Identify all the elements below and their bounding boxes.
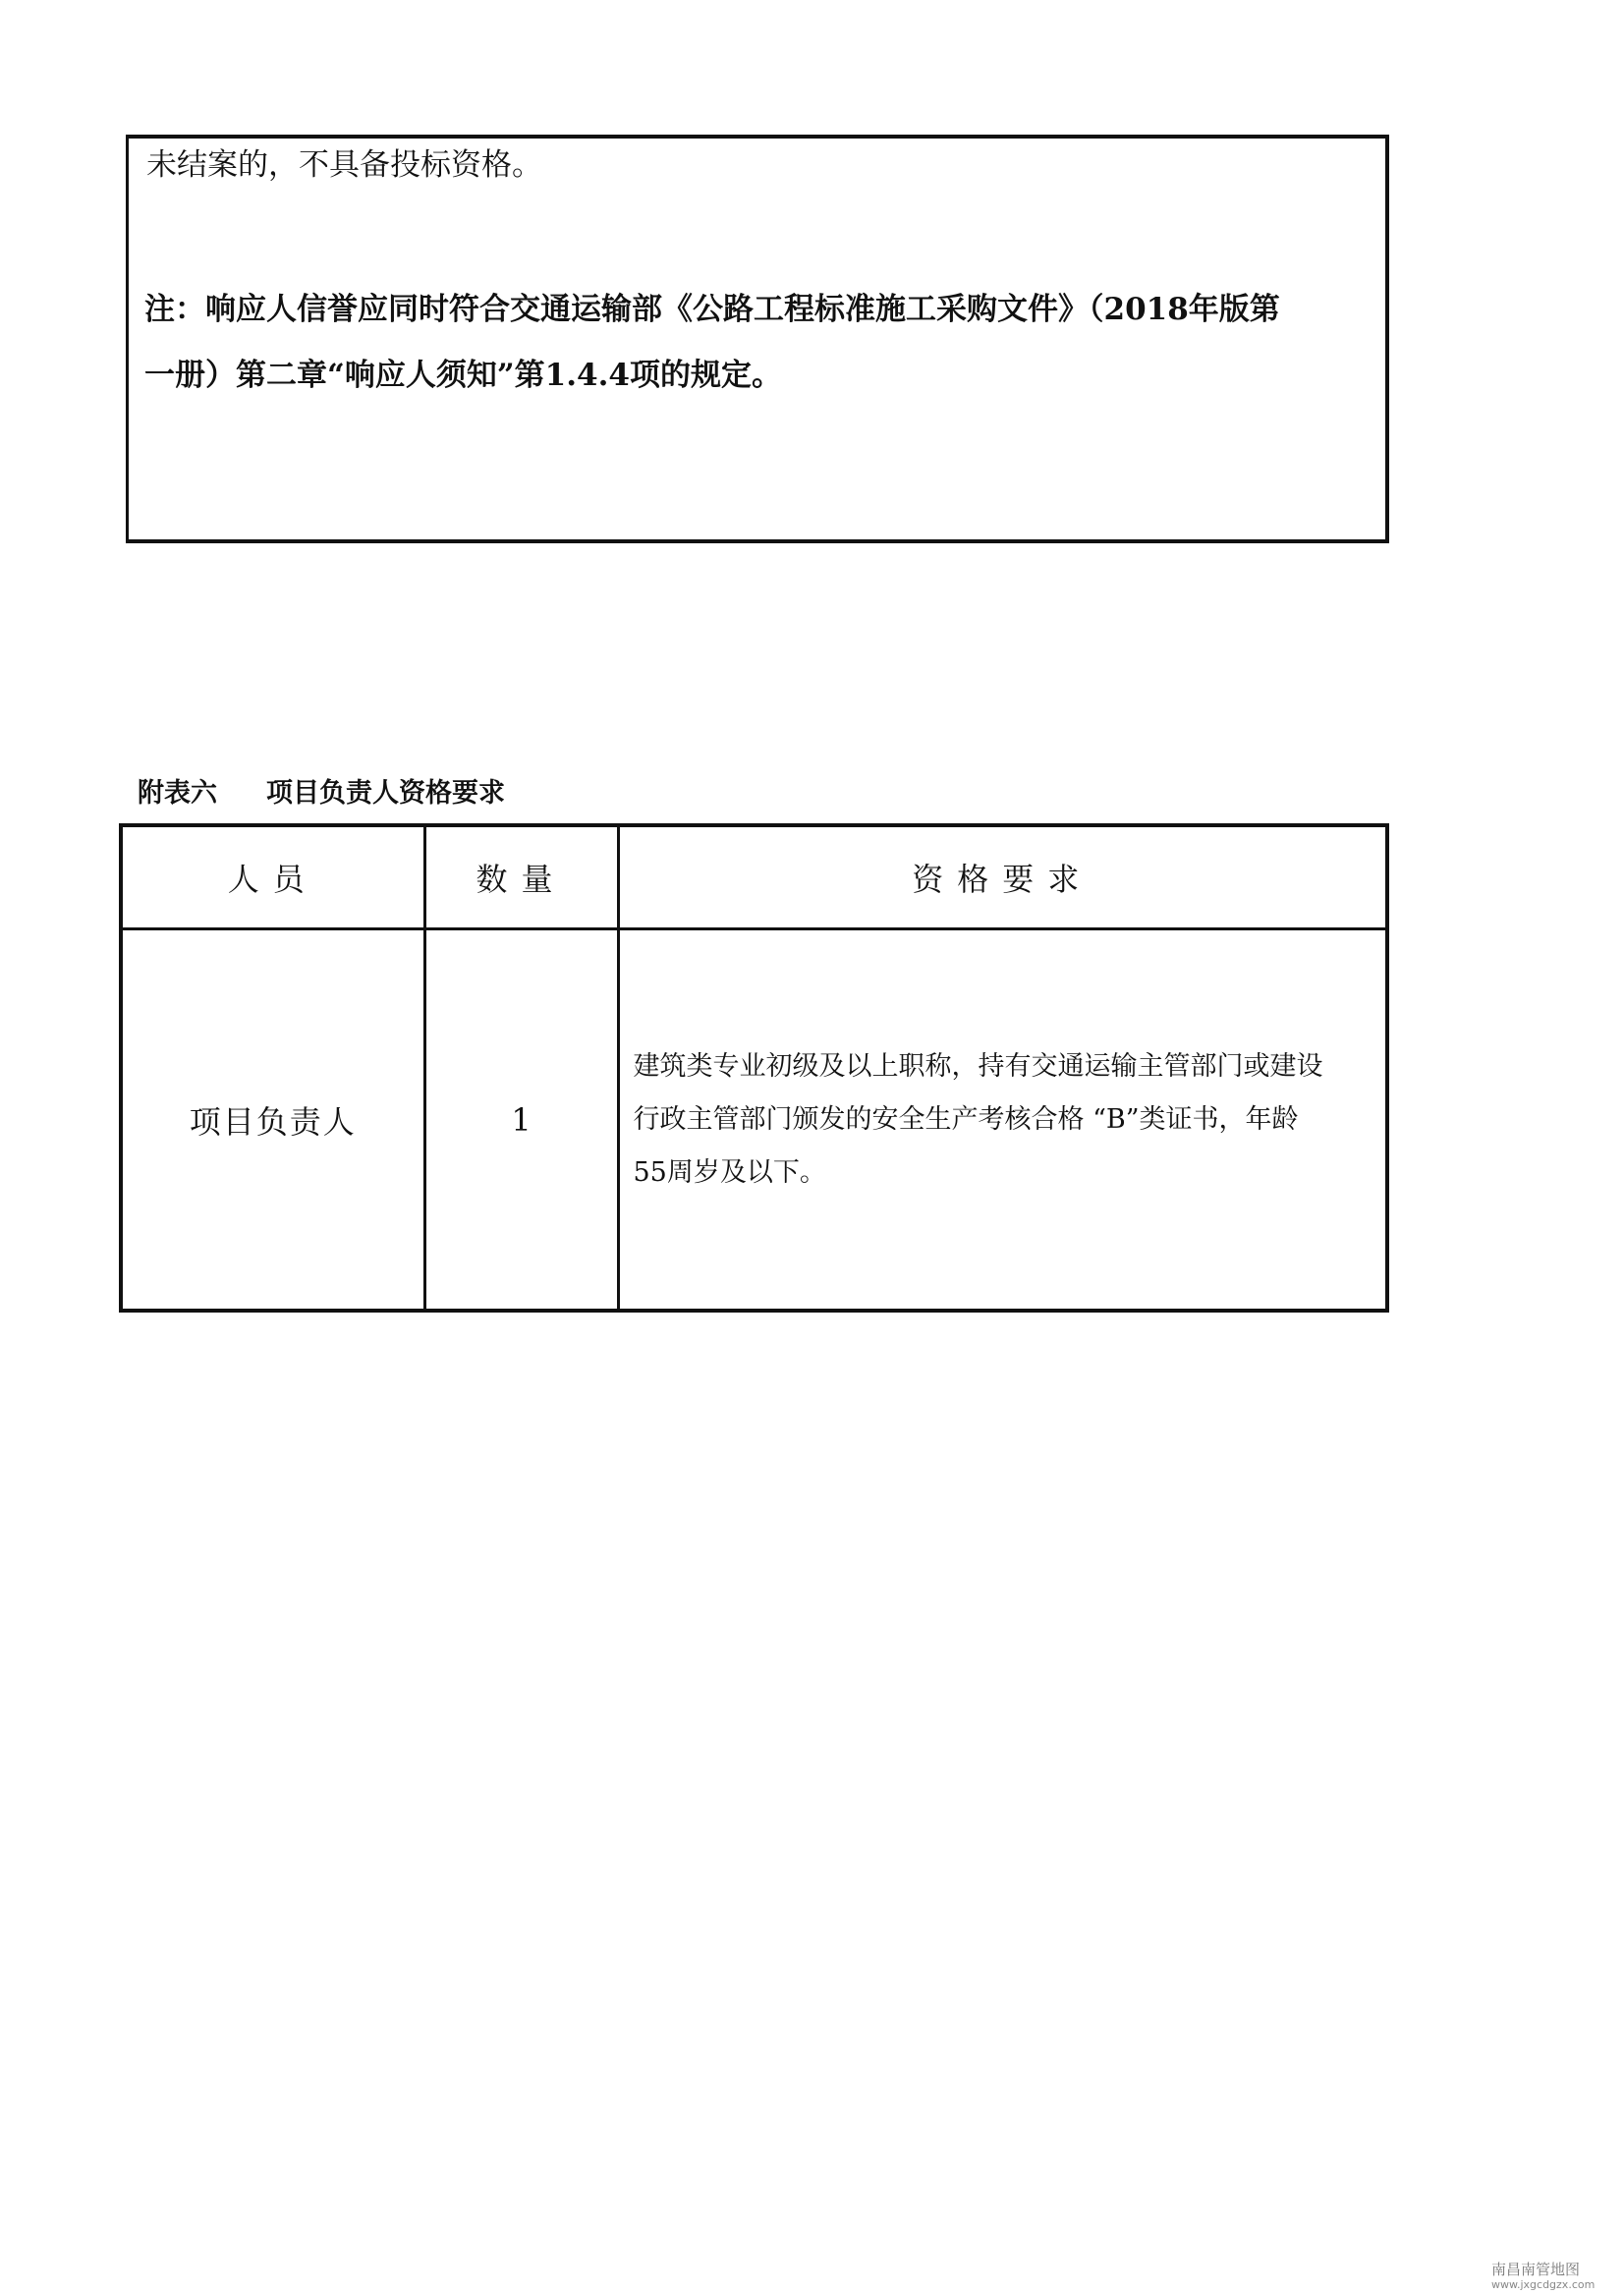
credit-note: [144, 277, 1372, 409]
note-box: [126, 135, 1389, 543]
continuation-text: 未结案的，不具备投标资格。: [146, 147, 542, 183]
cell-quantity: 1: [424, 929, 618, 1312]
caption-title: 项目负责人资格要求: [266, 778, 505, 809]
watermark-text: 南昌南管地图: [1491, 2261, 1581, 2278]
requirements-table: [119, 823, 1389, 1313]
header-personnel: 人员: [121, 825, 424, 929]
credit-note-line-1: 注：响应人信誉应同时符合交通运输部《公路工程标准施工采购文件》（2018年版第: [144, 292, 1280, 327]
table-header-row: [121, 825, 1387, 929]
caption-label: 附表六: [138, 778, 217, 809]
table-caption: [138, 774, 505, 813]
credit-note-line-2: 一册）第二章“响应人须知”第1.4.4项的规定。: [144, 358, 782, 393]
cell-requirements: [618, 929, 1387, 1312]
watermark-url: www.jxgcdgzx.com: [1491, 2278, 1596, 2291]
requirement-line-3: 55周岁及以下。: [633, 1156, 826, 1188]
cell-role: 项目负责人: [121, 929, 424, 1312]
watermark: [1491, 2262, 1595, 2293]
table-row: [121, 929, 1387, 1312]
requirement-line-1: 建筑类专业初级及以上职称，持有交通运输主管部门或建设: [633, 1050, 1323, 1082]
requirement-line-2: 行政主管部门颁发的安全生产考核合格 “B”类证书，年龄: [633, 1103, 1299, 1135]
header-requirements: 资格要求: [618, 825, 1387, 929]
header-quantity: 数量: [424, 825, 618, 929]
